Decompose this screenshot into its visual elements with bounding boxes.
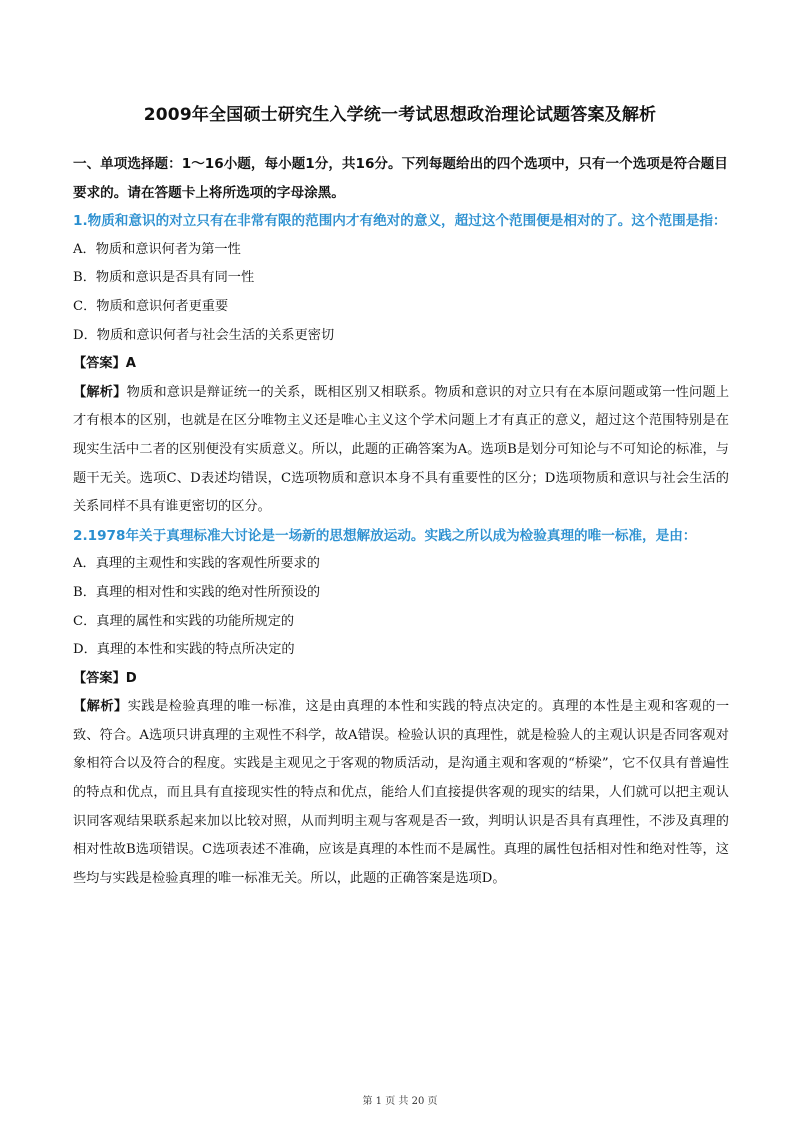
section-heading: 一、单项选择题：1～16小题，每小题1分，共16分。下列每题给出的四个选项中，只有一个选项是符合题目要求的。请在答题卡上将所选项的字母涂黑。	[73, 156, 728, 201]
option-c: C．物质和意识何者更重要	[73, 298, 229, 314]
option-a: A．物质和意识何者为第一性	[73, 241, 241, 257]
option-a: A．真理的主观性和实践的客观性所要求的	[73, 556, 320, 572]
answer-value: D	[125, 670, 137, 686]
option-b: B．真理的相对性和实践的绝对性所预设的	[73, 584, 321, 600]
option-b: B．物质和意识是否具有同一性	[73, 270, 255, 286]
document-title: 2009年全国硕士研究生入学统一考试思想政治理论试题答案及解析	[143, 105, 657, 125]
answer-label: 【答案】	[73, 356, 126, 372]
option-d: D．物质和意识何者与社会生活的关系更密切	[73, 327, 335, 343]
question-1	[73, 207, 729, 522]
question-2	[73, 522, 729, 894]
answer-line	[73, 665, 729, 694]
analysis-text: 实践是检验真理的唯一标准，这是由真理的本性和实践的特点决定的。真理的本性是主观和客观的一致、符合。A选项只讲真理的主观性不科学，故A错误。检验认识的真理性，就是检验人的主观认识是否同客观对象相符合以及符合的程度。实践是主观见之于客观的物质活动，是沟通主观和客观的“桥梁”，它不仅具有普遍性的特点和优点，而且具有直接现实性的特点和优点，能给人们直接提供客观的现实的结果，人们就可以把主观认识同客观结果联系起来加以比较对照，从而判明主观与客观是否一致，判明认识是否具有真理性，不涉及真理的相对性故B选项错误。C选项表述不准确，应该是真理的本性而不是属性。真理的属性包括相对性和绝对性等，这些均与实践是检验真理的唯一标准无关。所以，此题的正确答案是选项D。	[73, 699, 730, 886]
answer-label: 【答案】	[73, 670, 126, 686]
answer-line	[73, 350, 729, 379]
question-stem: 1.物质和意识的对立只有在非常有限的范围内才有绝对的意义，超过这个范围便是相对的了。这个范围是指：	[73, 213, 727, 230]
answer-value: A	[125, 356, 136, 372]
page-footer: 第 1 页 共 20 页	[362, 1096, 438, 1107]
analysis-label: 【解析】	[73, 384, 127, 400]
analysis-label: 【解析】	[73, 699, 128, 715]
option-c: C．真理的属性和实践的功能所规定的	[73, 613, 295, 629]
analysis-paragraph	[73, 693, 729, 893]
analysis-text: 物质和意识是辩证统一的关系，既相区别又相联系。物质和意识的对立只有在本原问题或第一性问题上才有根本的区别，也就是在区分唯物主义还是唯心主义这个学术问题上才有真正的意义，超过这个范围特别是在现实生活中二者的区别便没有实质意义。所以，此题的正确答案为A。选项B是划分可知论与不可知论的标准，与题干无关。选项C、D表述均错误，C选项物质和意识本身不具有重要性的区分；D选项物质和意识与社会生活的关系同样不具有谁更密切的区分。	[73, 384, 730, 515]
question-stem: 2.1978年关于真理标准大讨论是一场新的思想解放运动。实践之所以成为检验真理的唯一标准，是由：	[73, 527, 697, 544]
analysis-paragraph	[73, 379, 729, 522]
option-d: D．真理的本性和实践的特点所决定的	[73, 642, 295, 658]
document-body	[73, 150, 729, 893]
